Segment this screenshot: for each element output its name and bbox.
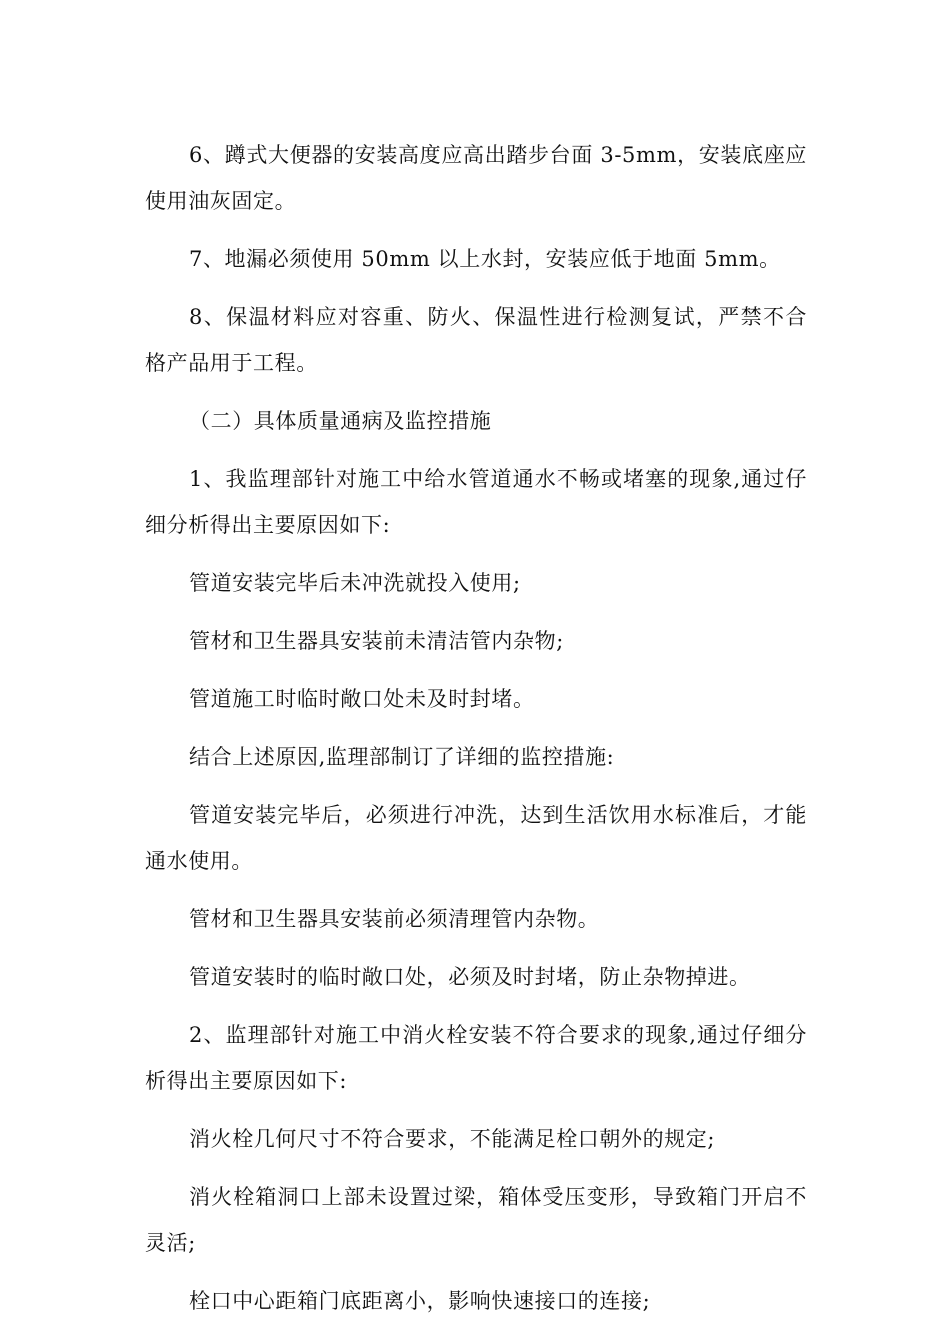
measure-line: 管道安装时的临时敞口处，必须及时封堵，防止杂物掉进。 — [189, 965, 751, 989]
cause-line: 消火栓几何尺寸不符合要求，不能满足栓口朝外的规定; — [189, 1127, 716, 1151]
cause-line: 栓口中心距箱门底距离小，影响快速接口的连接; — [189, 1289, 651, 1313]
paragraph-item-8: 8、保温材料应对容重、防火、保温性进行检测复试，严禁不合格产品用于工程。 — [145, 305, 807, 375]
measure-line: 管材和卫生器具安装前必须清理管内杂物。 — [189, 907, 600, 931]
paragraph-item-2: 2、监理部针对施工中消火栓安装不符合要求的现象,通过仔细分析得出主要原因如下: — [145, 1023, 807, 1093]
document-body — [145, 132, 807, 1336]
cause-line: 管材和卫生器具安装前未清洁管内杂物; — [189, 629, 564, 653]
measures-intro: 结合上述原因,监理部制订了详细的监控措施: — [189, 745, 615, 769]
section-heading: （二）具体质量通病及监控措施 — [189, 409, 492, 433]
cause-line: 管道安装完毕后未冲洗就投入使用; — [189, 571, 521, 595]
cause-line: 消火栓箱洞口上部未设置过梁，箱体受压变形，导致箱门开启不灵活; — [145, 1185, 807, 1255]
paragraph-item-6: 6、蹲式大便器的安装高度应高出踏步台面 3-5mm，安装底座应使用油灰固定。 — [145, 143, 807, 213]
cause-line: 管道施工时临时敞口处未及时封堵。 — [189, 687, 535, 711]
measure-line: 管道安装完毕后，必须进行冲洗，达到生活饮用水标准后，才能通水使用。 — [145, 803, 807, 873]
paragraph-item-7: 7、地漏必须使用 50mm 以上水封，安装应低于地面 5mm。 — [189, 247, 781, 271]
paragraph-item-1: 1、我监理部针对施工中给水管道通水不畅或堵塞的现象,通过仔细分析得出主要原因如下: — [145, 467, 807, 537]
